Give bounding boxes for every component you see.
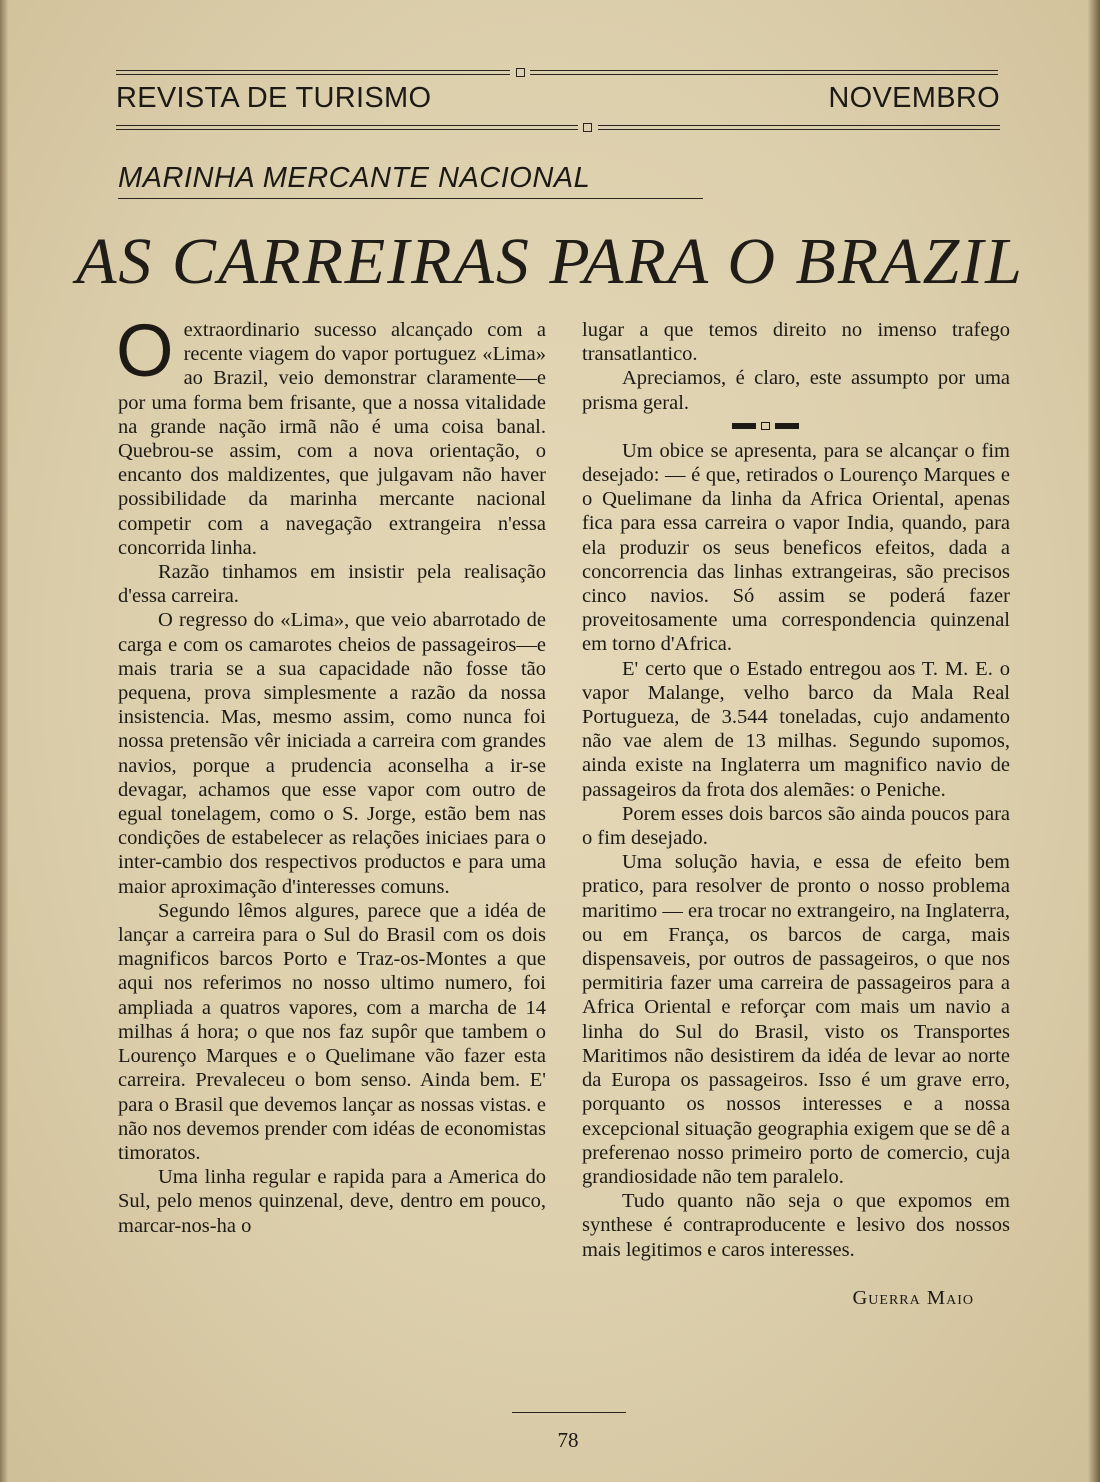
paragraph-1-text: extraordinario sucesso alcançado com a recente viagem do vapor portuguez «Lima» ao Brazil, veio demonstrar claramente—e por uma forma bem frisante, que a nossa vitalidade na grande nação irmã não é uma coisa banal. Quebrou-se assim, com a nova orientação, o encanto dos maldizentes, que julgavam não haver possibilidade da marinha mercante nacional competir com a navegação extrangeira n'essa concorrida linha. [118, 319, 546, 559]
magazine-title: REVISTA DE TURISMO [116, 82, 432, 114]
paragraph-5: Uma linha regular e rapida para a America do Sul, pelo menos quinzenal, deve, dentro em pouco, marcar-nos-ha o [118, 1166, 546, 1237]
section-heading: MARINHA MERCANTE NACIONAL [118, 162, 591, 194]
paragraph-9: E' certo que o Estado entregou aos T. M. E. o vapor Malange, velho barco da Mala Real Portugueza, de 3.544 toneladas, cujo andamento não vae alem de 13 milhas. Segundo supomos, ainda existe na Inglaterra um magnifico navio de passageiros da frota dos alemães: o Peniche. [582, 657, 1010, 801]
header-rule-top-left [116, 70, 510, 75]
paragraph-11: Uma solução havia, e essa de efeito bem pratico, para resolver de pronto o nosso problema maritimo — era trocar no extrangeiro, na Inglaterra, ou em França, os barcos de carga, mais dispensaveis, por outros de passageiros, o que nos permitiria fazer uma carreira de passageiros para a Africa Oriental e reforçar com mais um navio a linha do Sul do Brasil, visto os Transportes Maritimos não desistirem da idéa de levar ao norte da Europa os passageiros. Isso é um grave erro, porquanto os nossos interesses e a nossa excepcional situação geographia exigem que se dê a preferenao nosso primeiro porto de comercio, cuja grandiosidade não tem paralelo. [582, 851, 1010, 1188]
paragraph-1 [116, 309, 546, 560]
paragraph-4: Segundo lêmos algures, parece que a idéa de lançar a carreira para o Sul do Brasil com os dois magnificos barcos Porto e Traz-os-Montes a que aqui nos referimos no nosso ultimo numero, foi ampliada a quatros vapores, com a marcha de 14 milhas á hora; o que nos faz supôr que tambem o Lourenço Marques e o Quelimane vão fazer esta carreira. Prevaleceu o bom senso. Ainda bem. E' para o Brasil que devemos lançar as nossas vistas. e não nos devemos prender com idéas de economistas timoratos. [118, 899, 546, 1164]
page-number: 78 [557, 1428, 579, 1452]
paragraph-12: Tudo quanto não seja o que expomos em synthese é contraproducente e lesivo dos nossos mais legitimos e caros interesses. [582, 1190, 1010, 1261]
paragraph-10: Porem esses dois barcos são ainda poucos para o fim desejado. [582, 802, 1010, 850]
paragraph-7: Apreciamos, é claro, este assumpto por uma prisma geral. [582, 367, 1010, 414]
paragraph-2: Razão tinhamos em insistir pela realisação d'essa carreira. [118, 561, 546, 608]
left-column [116, 309, 546, 1238]
paragraph-6: lugar a que temos direito no imenso trafego transatlantico. [582, 319, 1010, 366]
header-rule-bottom-left [116, 125, 578, 130]
issue-month: NOVEMBRO [828, 82, 1000, 114]
header-square-ornament-top [516, 68, 525, 77]
section-divider-ornament [582, 415, 1010, 439]
author-signature: Guerra Maio [852, 1286, 974, 1309]
section-underline [118, 198, 703, 199]
drop-cap: O [116, 309, 174, 392]
footer-rule [512, 1412, 626, 1413]
article-title: AS CARREIRAS PARA O BRAZIL [76, 225, 1024, 298]
header-square-ornament-bottom [583, 123, 592, 132]
right-column [582, 318, 1010, 1310]
header-rule-bottom-right [598, 125, 1000, 130]
paragraph-3: O regresso do «Lima», que veio abarrotado de carga e com os camarotes cheios de passageiros—e mais traria se a sua capacidade não fosse tão pequena, prova simplesmente a razão da nossa insistencia. Mas, mesmo assim, como nunca foi nossa pretensão vêr iniciada a carreira com grandes navios, porque a prudencia aconselha a ir-se devagar, achamos que esse vapor com outro de egual tonelagem, como o S. Jorge, estão bem nas condições de estabelecer as relações iniciaes para o inter-cambio dos respectivos productos e para uma maior aproximação d'interesses comuns. [118, 609, 546, 898]
paragraph-8: Um obice se apresenta, para se alcançar o fim desejado: — é que, retirados o Lourenço Marques e o Quelimane da linha da Africa Oriental, apenas fica para essa carreira o vapor India, quando, para ela produzir os seus beneficos efeitos, dada a concorrencia das linhas extrangeiras, são precisos cinco navios. Só assim se poderá fazer proveitosamente uma correspondencia quinzenal em torno d'Africa. [582, 439, 1010, 656]
header-rule-top-right [530, 70, 998, 75]
